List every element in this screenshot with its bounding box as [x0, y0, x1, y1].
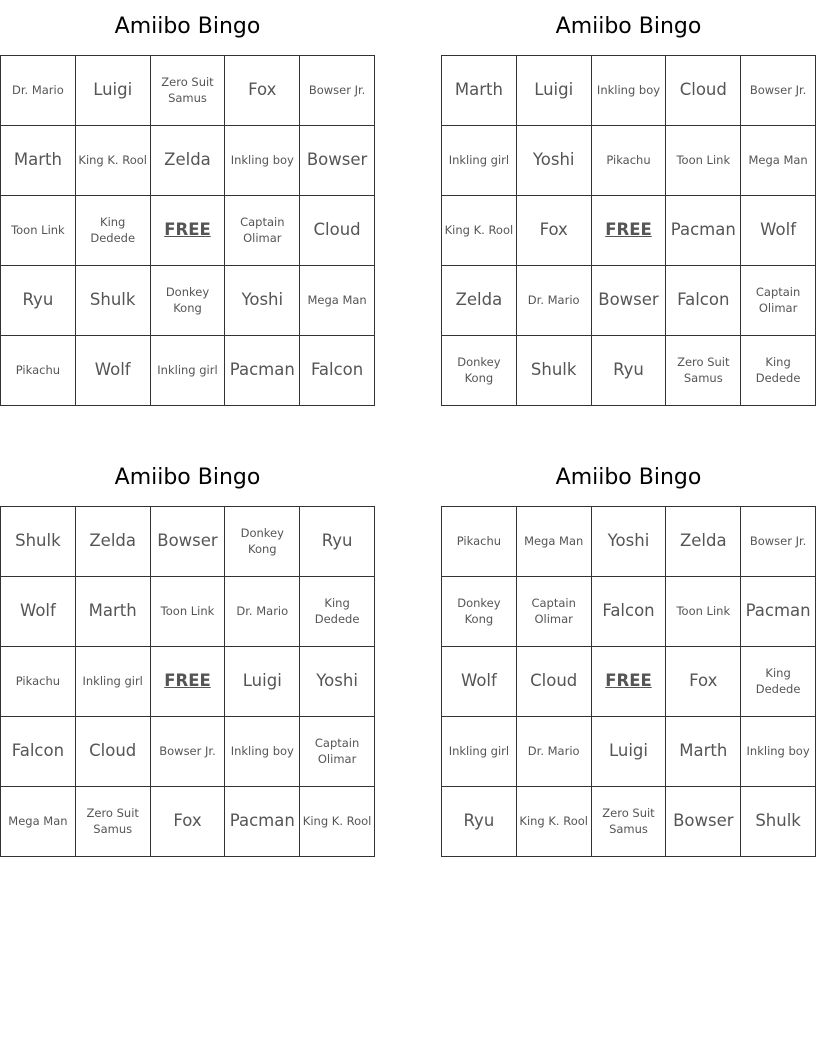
bingo-cell: Cloud [76, 717, 151, 787]
bingo-cell: Cloud [666, 56, 741, 126]
bingo-cell: Bowser [151, 507, 226, 577]
bingo-cell: Falcon [592, 577, 667, 647]
bingo-cell: Ryu [592, 336, 667, 406]
bingo-cell: Fox [151, 787, 226, 857]
bingo-cell: Mega Man [1, 787, 76, 857]
bingo-cell: Ryu [442, 787, 517, 857]
bingo-cell: Toon Link [1, 196, 76, 266]
bingo-cell: Inkling boy [225, 717, 300, 787]
bingo-cell: King Dedede [76, 196, 151, 266]
bingo-cell: Pikachu [1, 647, 76, 717]
bingo-cell: Toon Link [666, 126, 741, 196]
bingo-cell: Marth [442, 56, 517, 126]
bingo-cell: Shulk [741, 787, 816, 857]
bingo-cell: Cloud [517, 647, 592, 717]
bingo-cell: Wolf [1, 577, 76, 647]
bingo-cell: Inkling girl [442, 126, 517, 196]
bingo-cell: King K. Rool [517, 787, 592, 857]
bingo-cell: Inkling boy [592, 56, 667, 126]
bingo-cell: Dr. Mario [1, 56, 76, 126]
bingo-cell: Inkling boy [225, 126, 300, 196]
bingo-cell: Inkling girl [442, 717, 517, 787]
bingo-cell: Inkling girl [76, 647, 151, 717]
bingo-cell: Bowser [666, 787, 741, 857]
bingo-grid [441, 55, 816, 406]
bingo-cell: Inkling boy [741, 717, 816, 787]
bingo-cell: Wolf [741, 196, 816, 266]
bingo-cell: Ryu [1, 266, 76, 336]
bingo-cell: King Dedede [741, 647, 816, 717]
bingo-cell: Pacman [741, 577, 816, 647]
card-title: Amiibo Bingo [555, 14, 702, 39]
bingo-cell: Fox [666, 647, 741, 717]
bingo-cell: Yoshi [300, 647, 375, 717]
bingo-cell: Luigi [76, 56, 151, 126]
bingo-cell: Zero Suit Samus [76, 787, 151, 857]
bingo-cell: Dr. Mario [225, 577, 300, 647]
card-title: Amiibo Bingo [114, 465, 261, 490]
bingo-cell: Captain Olimar [517, 577, 592, 647]
bingo-cell: Donkey Kong [442, 336, 517, 406]
free-space: FREE [592, 196, 667, 266]
bingo-cell: Zelda [151, 126, 226, 196]
bingo-cell: Bowser Jr. [151, 717, 226, 787]
bingo-cell: Zelda [442, 266, 517, 336]
bingo-cell: Marth [1, 126, 76, 196]
card-title: Amiibo Bingo [114, 14, 261, 39]
bingo-cell: King Dedede [300, 577, 375, 647]
bingo-cell: Bowser Jr. [741, 56, 816, 126]
bingo-cell: Dr. Mario [517, 266, 592, 336]
bingo-cell: Pacman [666, 196, 741, 266]
bingo-cell: Bowser [300, 126, 375, 196]
bingo-cell: Mega Man [517, 507, 592, 577]
bingo-cell: Donkey Kong [442, 577, 517, 647]
bingo-cell: Captain Olimar [741, 266, 816, 336]
bingo-cell: Bowser Jr. [741, 507, 816, 577]
bingo-cell: Mega Man [300, 266, 375, 336]
bingo-cell: King K. Rool [76, 126, 151, 196]
bingo-cell: Wolf [442, 647, 517, 717]
bingo-cell: Bowser [592, 266, 667, 336]
bingo-cell: King K. Rool [300, 787, 375, 857]
bingo-cell: Luigi [592, 717, 667, 787]
bingo-cell: King Dedede [741, 336, 816, 406]
bingo-grid [441, 506, 816, 857]
free-space: FREE [151, 196, 226, 266]
bingo-cell: Toon Link [151, 577, 226, 647]
bingo-cell: Shulk [1, 507, 76, 577]
bingo-cell: Zero Suit Samus [151, 56, 226, 126]
bingo-cell: Zelda [76, 507, 151, 577]
bingo-cell: Pacman [225, 787, 300, 857]
bingo-cell: Luigi [225, 647, 300, 717]
free-space: FREE [592, 647, 667, 717]
bingo-cell: Toon Link [666, 577, 741, 647]
bingo-cell: Wolf [76, 336, 151, 406]
bingo-cell: Mega Man [741, 126, 816, 196]
card-title: Amiibo Bingo [555, 465, 702, 490]
bingo-cell: Dr. Mario [517, 717, 592, 787]
bingo-cell: Falcon [666, 266, 741, 336]
bingo-cell: King K. Rool [442, 196, 517, 266]
bingo-cell: Marth [76, 577, 151, 647]
bingo-cell: Shulk [76, 266, 151, 336]
bingo-cell: Marth [666, 717, 741, 787]
free-space: FREE [151, 647, 226, 717]
bingo-cell: Yoshi [225, 266, 300, 336]
bingo-cell: Zero Suit Samus [666, 336, 741, 406]
bingo-cell: Yoshi [592, 507, 667, 577]
bingo-cell: Fox [517, 196, 592, 266]
bingo-cell: Falcon [1, 717, 76, 787]
bingo-cell: Yoshi [517, 126, 592, 196]
bingo-cell: Cloud [300, 196, 375, 266]
bingo-cell: Luigi [517, 56, 592, 126]
bingo-cell: Pacman [225, 336, 300, 406]
bingo-cell: Shulk [517, 336, 592, 406]
bingo-cell: Pikachu [1, 336, 76, 406]
bingo-cell: Ryu [300, 507, 375, 577]
bingo-cell: Zelda [666, 507, 741, 577]
bingo-cell: Pikachu [442, 507, 517, 577]
bingo-cell: Pikachu [592, 126, 667, 196]
bingo-cell: Donkey Kong [151, 266, 226, 336]
bingo-cell: Falcon [300, 336, 375, 406]
bingo-cell: Captain Olimar [300, 717, 375, 787]
bingo-grid [0, 55, 375, 406]
bingo-cell: Inkling girl [151, 336, 226, 406]
bingo-cell: Zero Suit Samus [592, 787, 667, 857]
bingo-grid [0, 506, 375, 857]
bingo-cell: Bowser Jr. [300, 56, 375, 126]
bingo-cell: Fox [225, 56, 300, 126]
bingo-cell: Donkey Kong [225, 507, 300, 577]
bingo-cell: Captain Olimar [225, 196, 300, 266]
